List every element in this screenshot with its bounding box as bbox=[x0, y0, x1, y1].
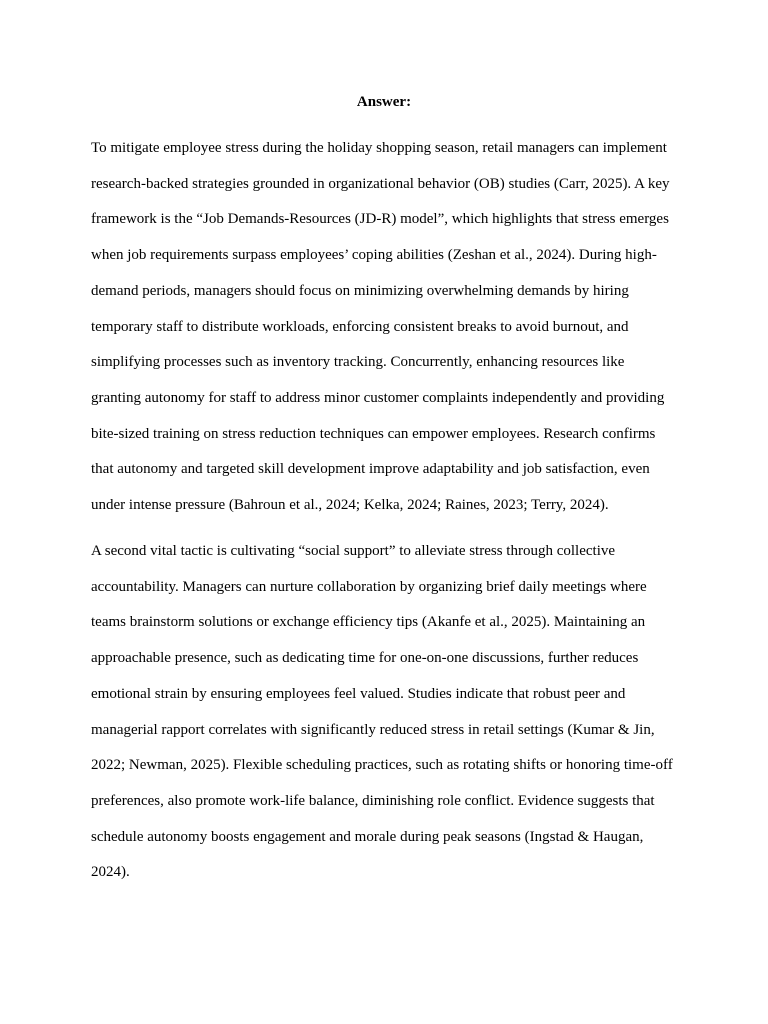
paragraph-1-line-6: temporary staff to distribute workloads, enforcing consistent breaks to avoid burnout, and bbox=[91, 319, 629, 335]
paragraph-2-line-9: schedule autonomy boosts engagement and morale during peak seasons (Ingstad & Haugan, bbox=[91, 829, 644, 845]
paragraph-2-line-8: preferences, also promote work-life balance, diminishing role conflict. Evidence suggests that bbox=[91, 793, 655, 809]
paragraph-1-line-3: framework is the “Job Demands-Resources (JD-R) model”, which highlights that stress emerges bbox=[91, 211, 669, 227]
paragraph-1-line-11: under intense pressure (Bahroun et al., 2024; Kelka, 2024; Raines, 2023; Terry, 2024). bbox=[91, 497, 609, 513]
paragraph-1-line-10: that autonomy and targeted skill development improve adaptability and job satisfaction, even bbox=[91, 461, 650, 477]
paragraph-2-line-10: 2024). bbox=[91, 864, 130, 880]
paragraph-1-line-9: bite-sized training on stress reduction techniques can empower employees. Research confirms bbox=[91, 426, 656, 442]
answer-heading: Answer: bbox=[356, 94, 412, 110]
paragraph-1-line-7: simplifying processes such as inventory tracking. Concurrently, enhancing resources like bbox=[91, 354, 625, 370]
paragraph-1-line-2: research-backed strategies grounded in organizational behavior (OB) studies (Carr, 2025). A key bbox=[91, 176, 670, 192]
paragraph-2-line-7: 2022; Newman, 2025). Flexible scheduling practices, such as rotating shifts or honoring time-off bbox=[91, 757, 673, 773]
paragraph-2-line-5: emotional strain by ensuring employees feel valued. Studies indicate that robust peer and bbox=[91, 686, 626, 702]
paragraph-1-line-5: demand periods, managers should focus on minimizing overwhelming demands by hiring bbox=[91, 283, 629, 299]
paragraph-1-line-4: when job requirements surpass employees’ coping abilities (Zeshan et al., 2024). During high- bbox=[91, 247, 657, 263]
paragraph-2-line-2: accountability. Managers can nurture collaboration by organizing brief daily meetings where bbox=[91, 579, 647, 595]
paragraph-1-line-8: granting autonomy for staff to address minor customer complaints independently and providing bbox=[91, 390, 665, 406]
paragraph-2-line-6: managerial rapport correlates with significantly reduced stress in retail settings (Kumar & Jin, bbox=[91, 722, 655, 738]
paragraph-2-line-1: A second vital tactic is cultivating “social support” to alleviate stress through collective bbox=[91, 543, 616, 559]
paragraph-2-line-4: approachable presence, such as dedicating time for one-on-one discussions, further reduces bbox=[91, 650, 639, 666]
paragraph-1-line-1: To mitigate employee stress during the holiday shopping season, retail managers can implement bbox=[91, 140, 667, 156]
paragraph-2-line-3: teams brainstorm solutions or exchange efficiency tips (Akanfe et al., 2025). Maintaining an bbox=[91, 614, 646, 630]
